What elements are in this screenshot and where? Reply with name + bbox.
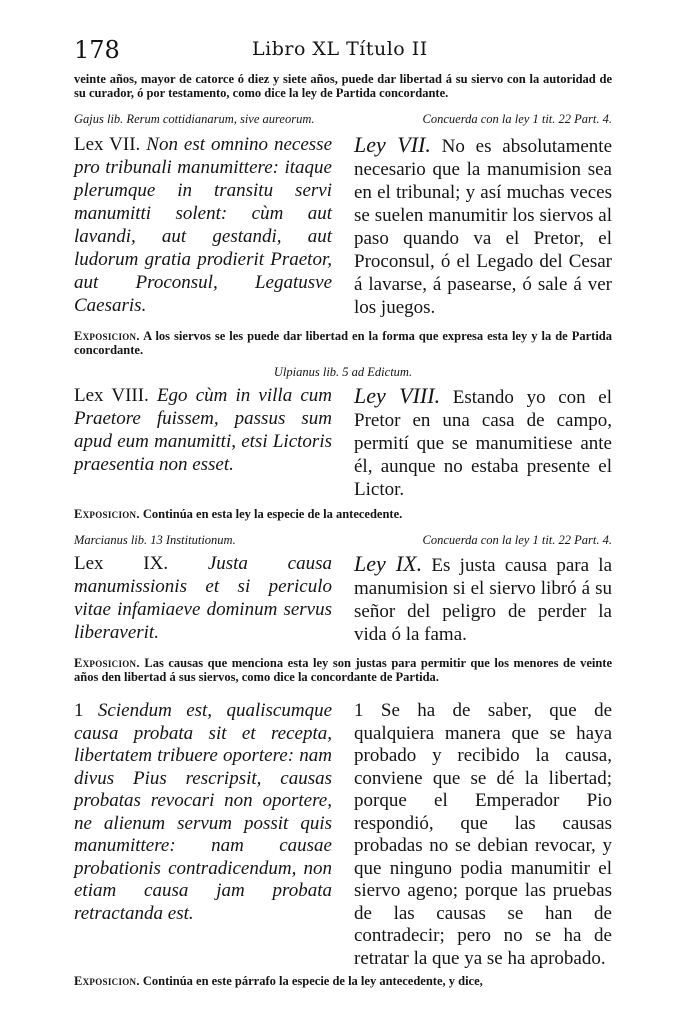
- latin-text: Sciendum est, qualiscumque causa probata sit et recepta, libertatem tribuere oportere: nam divus Pius rescripsit, causas probatas revocari non oportere, ne alienum servum possit quis manumittere: nam causae probationis contradicendum, non etiam causa jam probata retractanda est.: [74, 700, 333, 924]
- exposicion-text: Continúa en esta ley la especie de la antecedente.: [142, 507, 403, 521]
- source-left: Marcianus lib. 13 Institutionum.: [74, 533, 236, 547]
- spanish-column: [354, 133, 612, 319]
- source-line: [74, 365, 612, 380]
- spanish-text: Se ha de saber, que de qualquiera manera que se haya probado y recibido la causa, conviene que se dé la libertad; porque el Emperador Pio respondió, que las causas probadas no se debian revocar, y que ninguno podia manumitir el siervo ageno; porque las pruebas de las causas se han de contradecir; pero no se ha de retratar la que ya se ha aprobado.: [354, 700, 613, 969]
- intro-text: veinte años, mayor de catorce ó diez y siete años, puede dar libertad á su siervo con la autoridad de su curador, ó por testamento, como dice la ley de Partida concordante.: [74, 72, 612, 100]
- latin-column: [74, 133, 332, 319]
- exposicion-label: Exposicion.: [74, 507, 140, 521]
- spanish-text: Es justa causa para la manumision si el siervo libró á su señor del peligro de perder la vida ó la fama.: [354, 555, 613, 645]
- source-right: Concuerda con la ley 1 tit. 22 Part. 4.: [422, 112, 612, 126]
- exposicion-text: Las causas que menciona esta ley son justas para permitir que los menores de veinte años den libertad á sus siervos, como dice la concordante de Partida.: [74, 656, 613, 684]
- latin-text: Ego cùm in villa cum Praetore fuissem, passus sum apud eum manumitti, etsi Lictoris praesentia non esset.: [74, 385, 332, 475]
- law-number: Lex VII.: [74, 134, 141, 155]
- spanish-column: [354, 700, 612, 970]
- law-number: Lex IX.: [74, 553, 169, 574]
- spanish-text: No es absolutamente necesario que la manumision sea en el tribunal; y así muchas veces se suelen manumitir los siervos al paso quando va el Pretor, el Proconsul, ó el Legado del Cesar á lavarse, á pasearse, ó sale á ver los juegos.: [354, 136, 613, 318]
- paragraph-block: [74, 700, 612, 970]
- latin-text: Justa causa manumissionis et si periculo vitae infamiaeve dominum servus liberaverit.: [74, 553, 333, 643]
- page-number: 178: [74, 36, 120, 64]
- exposicion: [74, 656, 612, 684]
- page: [74, 36, 612, 988]
- paragraph-number: 1: [74, 700, 84, 721]
- latin-column: [74, 552, 332, 646]
- source-center: Ulpianus lib. 5 ad Edictum.: [273, 365, 413, 379]
- source-line: [74, 533, 612, 548]
- ley-number: Ley IX.: [354, 551, 423, 576]
- running-head: Libro XL Título II: [252, 38, 428, 60]
- exposicion-label: Exposicion.: [74, 656, 140, 670]
- ley-number: Ley VII.: [354, 132, 431, 157]
- ley-number: Ley VIII.: [354, 383, 441, 408]
- law-block: [74, 384, 612, 501]
- law-number: Lex VIII.: [74, 385, 149, 406]
- source-left: Gajus lib. Rerum cottidianarum, sive aureorum.: [74, 112, 315, 126]
- spanish-column: [354, 552, 612, 646]
- latin-text: Non est omnino necesse pro tribunali manumittere: itaque plerumque in transitu servi manumitti solent: cùm aut lavandi, aut gestandi, aut ludorum gratia prodierit Praetor, aut Proconsul, Legatusve Caesaris.: [74, 134, 332, 316]
- exposicion-text: Continúa en este párrafo la especie de la ley antecedente, y dice,: [142, 974, 483, 988]
- spanish-text: Estando yo con el Pretor en una casa de campo, permití que se manumitiese ante él, aunque no estaba presente el Lictor.: [354, 387, 612, 500]
- law-block: [74, 552, 612, 646]
- spanish-column: [354, 384, 612, 501]
- latin-column: [74, 700, 332, 970]
- exposicion-label: Exposicion.: [74, 974, 140, 988]
- source-line: [74, 112, 612, 127]
- law-block: [74, 133, 612, 319]
- exposicion: [74, 507, 612, 521]
- paragraph-number: 1: [354, 700, 364, 721]
- exposicion-label: Exposicion.: [74, 329, 140, 343]
- page-header: [74, 36, 612, 66]
- exposicion: [74, 329, 612, 357]
- latin-column: [74, 384, 332, 501]
- exposicion-text: A los siervos se les puede dar libertad en la forma que expresa esta ley y la de Partida concordante.: [74, 329, 613, 357]
- exposicion: [74, 974, 612, 988]
- source-right: Concuerda con la ley 1 tit. 22 Part. 4.: [422, 533, 612, 547]
